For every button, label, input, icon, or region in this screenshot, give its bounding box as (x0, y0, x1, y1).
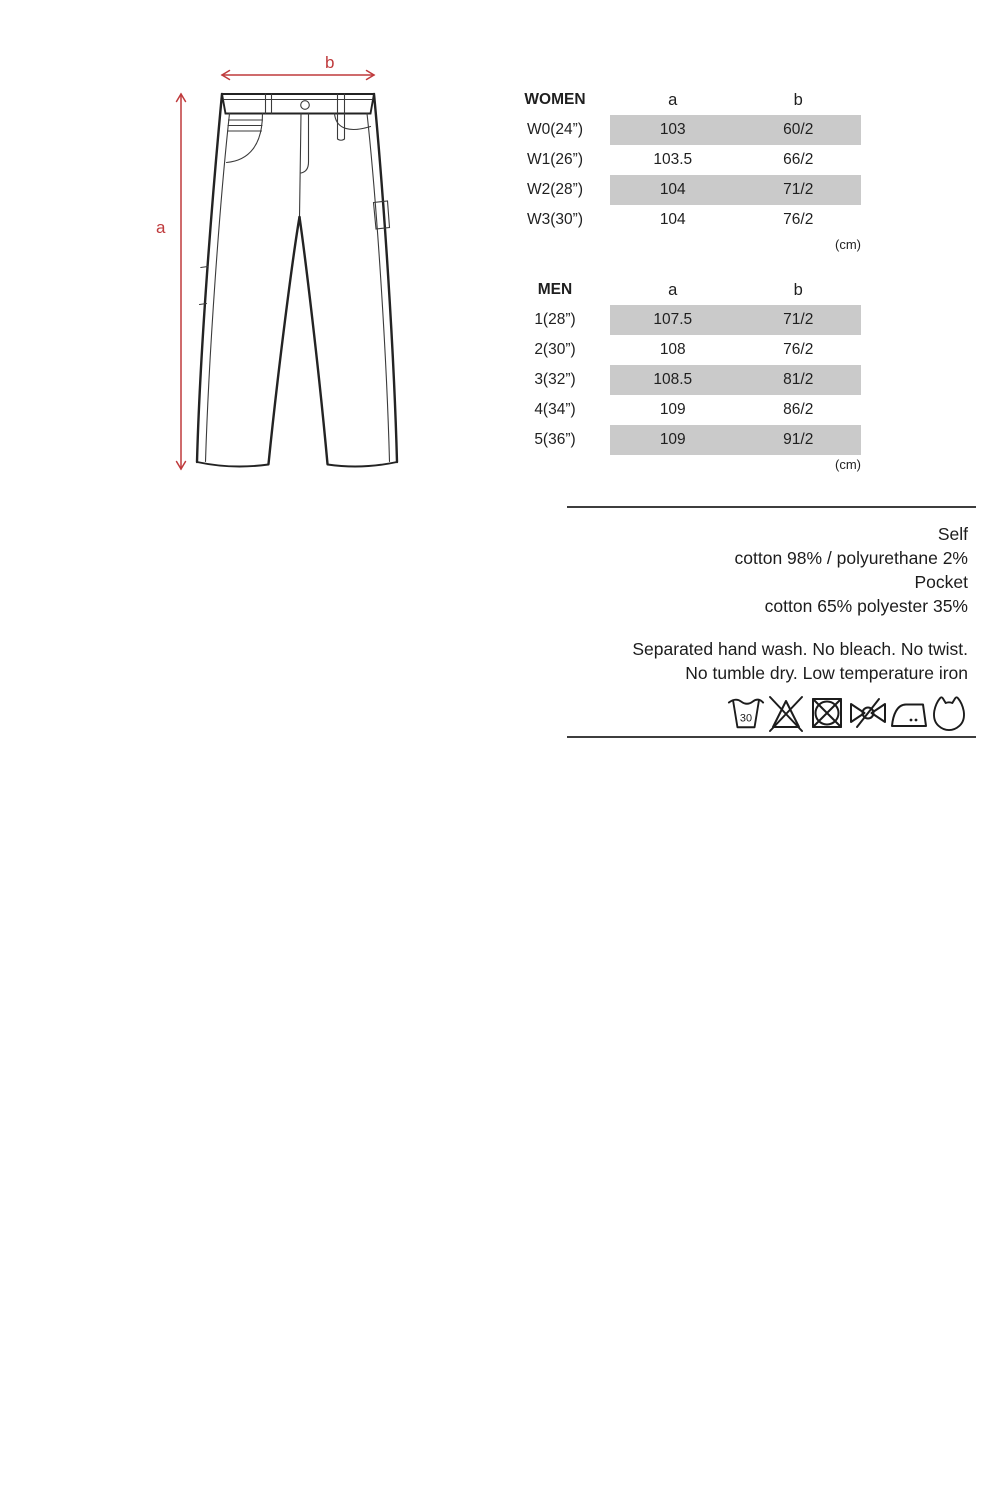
women-size-table (500, 85, 861, 254)
value-a: 104 (659, 211, 686, 228)
men-size-table (500, 275, 861, 474)
fabric-line: Self (937, 524, 968, 544)
size-label: W1(26”) (527, 151, 583, 168)
table-row (500, 395, 861, 425)
size-label: 1(28”) (534, 311, 576, 328)
garment-care-icon (930, 693, 968, 733)
value-a: 108 (659, 341, 686, 358)
spacer (560, 618, 968, 637)
value-b: 86/2 (783, 401, 814, 418)
fabric-line: cotton 65% polyester 35% (764, 596, 968, 616)
value-a: 109 (659, 431, 686, 448)
table-row (500, 115, 861, 145)
value-b: 76/2 (783, 341, 814, 358)
fabric-line: cotton 98% / polyurethane 2% (734, 548, 968, 568)
table-row (500, 365, 861, 395)
divider-line-top (567, 506, 976, 508)
care-instruction-line: Separated hand wash. No bleach. No twist. (632, 639, 968, 659)
care-instruction-line: No tumble dry. Low temperature iron (685, 663, 968, 683)
value-a: 103.5 (653, 151, 693, 168)
pants-technical-drawing (140, 50, 430, 490)
no-bleach-icon (766, 693, 806, 733)
table-row (500, 175, 861, 205)
side-seam-details (200, 114, 390, 462)
value-a: 109 (659, 401, 686, 418)
men-table-header (500, 275, 861, 305)
column-header-a: a (668, 281, 678, 299)
waist-button (301, 101, 310, 110)
size-label: 4(34”) (534, 401, 576, 418)
dimension-a-arrow (177, 94, 186, 469)
belt-loop-left (266, 94, 272, 114)
hand-wash-30-icon (727, 693, 765, 733)
women-table-header (500, 85, 861, 115)
front-pocket-left (227, 114, 263, 163)
front-pocket-right (335, 114, 371, 130)
value-a: 103 (659, 121, 686, 138)
belt-loop-right (338, 94, 345, 140)
value-b: 71/2 (783, 181, 814, 198)
size-label: 5(36”) (534, 431, 576, 448)
table-row (500, 205, 861, 235)
dimension-b-arrow (222, 71, 374, 80)
value-b: 60/2 (783, 121, 814, 138)
waistband (222, 94, 374, 140)
value-b: 81/2 (783, 371, 814, 388)
size-label: W2(28”) (527, 181, 583, 198)
unit-note: (cm) (835, 457, 861, 472)
fabric-care-text (560, 522, 968, 685)
women-table-title: WOMEN (524, 91, 586, 108)
value-b: 66/2 (783, 151, 814, 168)
dim-b-label: b (325, 53, 335, 72)
men-table-title: MEN (537, 281, 573, 298)
fly-stitching (300, 114, 309, 218)
dim-a-label: a (156, 218, 166, 237)
size-label: 3(32”) (534, 371, 576, 388)
svg-text:30: 30 (739, 712, 753, 725)
value-b: 91/2 (783, 431, 814, 448)
size-label: 2(30”) (534, 341, 576, 358)
iron-low-temp-icon (889, 693, 929, 733)
table-row (500, 425, 861, 455)
column-header-b: b (793, 281, 803, 299)
size-label: W3(30”) (527, 211, 583, 228)
value-a: 108.5 (653, 371, 693, 388)
unit-note: (cm) (835, 237, 861, 252)
care-symbols-row (560, 693, 968, 733)
no-wring-icon (848, 693, 888, 733)
divider-line-bottom (567, 736, 976, 738)
pant-legs-outline (197, 94, 397, 467)
table-row (500, 145, 861, 175)
table-row (500, 335, 861, 365)
size-label: W0(24”) (527, 121, 583, 138)
table-row (500, 305, 861, 335)
no-tumble-dry-icon (807, 693, 847, 733)
fabric-line: Pocket (914, 572, 968, 592)
column-header-a: a (668, 91, 678, 109)
value-b: 71/2 (783, 311, 814, 328)
column-header-b: b (793, 91, 803, 109)
value-b: 76/2 (783, 211, 814, 228)
value-a: 107.5 (653, 311, 693, 328)
value-a: 104 (659, 181, 686, 198)
